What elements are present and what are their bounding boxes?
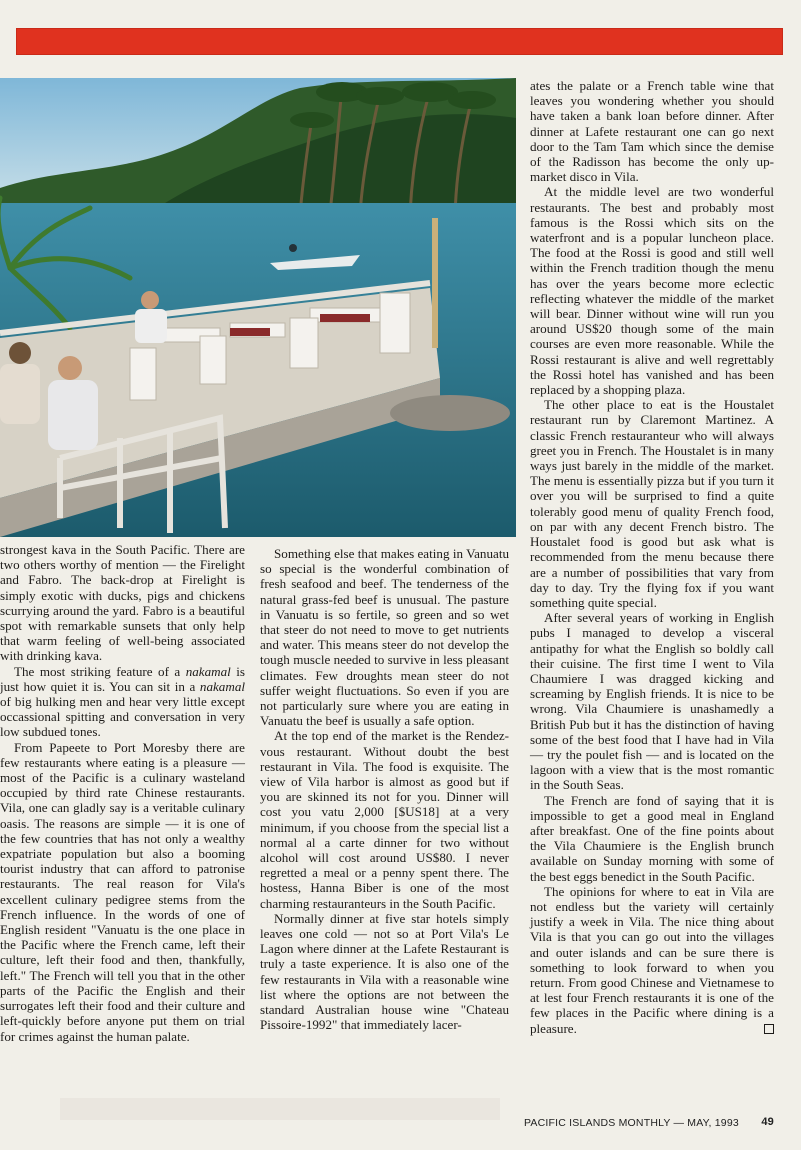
paragraph: Normally dinner at five star hotels simply leaves one cold — not so at Port Vila's Le Lagon where dinner at the Lafete Restaurant is truly a taste experience. It is also one of the few restaurants in Vila with a reasonable wine list where the options are not between the standard Australian house wine "Chateau Pissoire-1992" that immediately lacer- — [260, 910, 509, 1033]
text-span: The opinions for where to eat in Vila are not endless but the variety will certainly justify a week in Vila. The nice thing about Vila is that you can go out into the villages and outer islands and can be sure there is something to look forward to when you return. From good Chinese and Vietnamese to at lest four French restaurants it is one of the few places in the Pacific where dining is a pleasure. — [530, 883, 774, 1036]
paragraph: After several years of working in English pubs I managed to develop a visceral antipathy for what the English so boldly call their cuisine. The first time I went to Vila Chaumiere I was dragged kicking and screaming by English friends. It is nice to be wrong. Vila Chaumiere is unashamedly a British Pub but it has the distinction of having some of the best food that I have had in Vila — try the poulet fish — and is located on the lagoon with a view that is the most romantic in the South Seas. — [530, 610, 774, 793]
paragraph: From Papeete to Port Moresby there are few restaurants where eating is a pleasure — most of the Pacific is a culinary wasteland occupied by third rate Chinese restaurants. Vila, one can gladly say is a veritable culinary oasis. The reasons are simple — it is one of the few countries that has not only a wealthy expatriate population but also a booming tourist industry that can afford to patronise restaurants. The real reason for Vila's excellent culinary pedigree stems from the French influence. In the words of one of English resident "Vanuatu is the one place in the Pacific where the French came, left their culture, left their food and then, thankfully, left." The French will tell you that in the other parts of the Pacific the English and their surrogates left their food and their culture and left-quickly before anyone put them on trial for crimes against the human palate. — [0, 739, 245, 1044]
paragraph: At the top end of the market is the Rendez-vous restaurant. Without doubt the best restaurant in Vila. The food is exquisite. The view of Vila harbor is almost as good but if you are skinned its not for you. Dinner will cost you vatu 2,000 [$US18] at a very minimum, if you choose from the special list a normal al a carte dinner for two without alcohol will cost around US$80. I never regretted a meal or a penny spent there. The hostess, Hanna Biber is one of the most charming restauranteurs in the South Pacific. — [260, 728, 509, 911]
paragraph: At the middle level are two wonderful restaurants. The best and probably most famous is the Rossi which sits on the waterfront and is a popular luncheon place. The food at the Rossi is good and still well within the French tradition though the menu has over the years become more eclectic reflecting whatever the middle of the market will bear. Dinner without wine will run you around US$20 though some of the main courses are even more reasonable. While the Rossi restaurant is alive and well regrettably the Rossi hotel has vanished and has been replaced by a shopping plaza. — [530, 184, 774, 398]
text-span: of big hulking men and hear very little except occassional spitting and conversation in very low subdued tones. — [0, 694, 245, 740]
page-footer — [524, 1117, 774, 1129]
restaurant-waterfront-photo — [0, 78, 516, 537]
publication-line: PACIFIC ISLANDS MONTHLY — MAY, 1993 — [524, 1117, 739, 1129]
paragraph: The other place to eat is the Houstalet restaurant run by Claremont Martinez. A classic French restauranteur who will always greet you in French. The Houstalet is in many ways just barely in the middle of the market. The menu is essentially pizza but if you turn it over you will be surprised to find a quite tolerably good menu of quality French food, on par with any decent French bistro. The Houstalet food is good but ask what is recommended from the menu because there are a number of possibilities that vary from day to day. Try the flying fox if you want something quite special. — [530, 397, 774, 610]
italic-term: nakamal — [199, 678, 245, 694]
text-span: The most striking feature of a — [14, 663, 186, 679]
header-accent-bar — [16, 28, 783, 55]
end-mark-icon — [764, 1024, 774, 1034]
paragraph — [0, 664, 245, 740]
article-column-middle — [260, 546, 509, 1033]
paragraph — [530, 884, 774, 1036]
paragraph: strongest kava in the South Pacific. There are two others worthy of mention — the Firelight and Fabro. The back-drop at Firelight is simply exotic with ducks, pigs and chickens scurrying around the yard. Fabro is a beautiful spot with remarkable sunsets that only help that warm feeling of well-being associated with drinking kava. — [0, 542, 245, 664]
article-column-left — [0, 542, 245, 1044]
paragraph: ates the palate or a French table wine that leaves you wondering whether you should have taken a bank loan before dinner. After dinner at Lafete restaurant one can go next door to the Tam Tam which since the demise of the Radisson has become the only up-market disco in Vila. — [530, 78, 774, 185]
bleed-through-band — [60, 1098, 500, 1120]
text-span: is just how quiet it is. You can sit in a — [0, 663, 245, 694]
page-number: 49 — [761, 1116, 774, 1128]
italic-term: nakamal — [185, 663, 231, 679]
article-column-right — [530, 78, 774, 1036]
paragraph: Something else that makes eating in Vanuatu so special is the wonderful combination of fresh seafood and beef. The tenderness of the natural grass-fed beef is unusual. The pasture in Vanuatu is so fertile, so green and so wet that steer do not need to move to get nutrients and water. This means steer do not develop the tough muscle needed to survive in less pleasant climates. Few droughts mean steer do not suffer weight fluctuations. So even if you are not particularly sure where you are eating in Vanuatu the beef is usually a safe option. — [260, 546, 509, 729]
paragraph: The French are fond of saying that it is impossible to get a good meal in England after breakfast. One of the fine points about the Vila Chaumiere is the English brunch available on Sunday morning with some of the best eggs benedict in the South Pacific. — [530, 792, 774, 884]
